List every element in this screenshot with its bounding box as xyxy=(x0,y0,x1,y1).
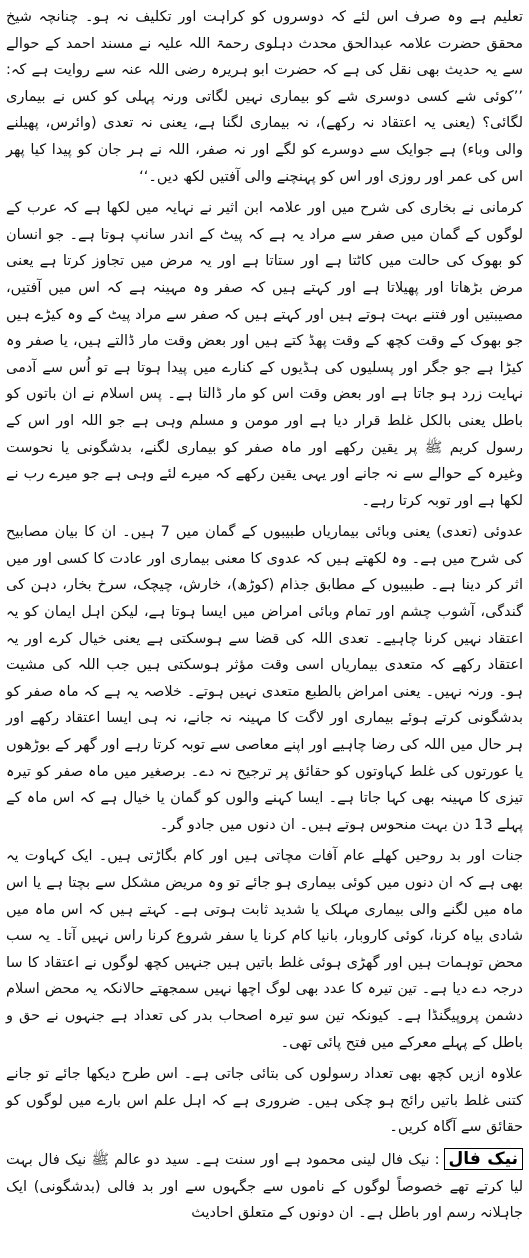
paragraph-safar-meaning xyxy=(6,195,523,514)
paragraph-awareness xyxy=(6,1061,523,1141)
section-heading: نیک فال xyxy=(444,1148,523,1170)
paragraph-text: تعلیم ہے وہ صرف اس لئے کہ دوسروں کو کراہت اور تکلیف نہ ہو۔ چنانچہ شیخ محقق حضرت علامہ عبدالحق محدث دہلوی رحمۃ اللہ علیہ نے مسند احمد کے حوالے سے یہ حدیث بھی نقل کی ہے کہ حضرت ابو ہریرہ رضی اللہ عنہ سے روایت ہے کہ: ’’کوئی شے کسی دوسری شے کو بیماری نہیں لگاتی ورنہ پہلی کو کس نے بیماری لگائی؟ (یعنی یہ اعتقاد نہ رکھے)، نہ بیماری لگنا ہے، یعنی نہ تعدی (وائرس، پھیلنے والی وباء) ہے جوایک سے دوسرے کو لگے اور نہ صفر، اللہ نے ہر جان کو پیدا کیا پھر اس کی عمر اور روزی اور اس کو پہنچنے والی آفتیں لکھ دیں۔‘‘ xyxy=(6,9,523,185)
paragraph-text: کرمانی نے بخاری کی شرح میں اور علامہ ابن اثیر نے نہایہ میں لکھا ہے کہ عرب کے لوگوں کے گمان میں صفر سے مراد یہ ہے کہ پیٹ کے اندر سانپ ہوتا ہے۔ جو انسان کو بھوک کی حالت میں کاٹتا ہے اور ستاتا ہے اور یہ مرض میں تجاوز کرتا ہے یعنی مرض بڑھاتا اور پھیلاتا ہے اور کہتے ہیں کہ صفر وہ مہینہ ہے کہ اس میں آفتیں، مصیبتیں اور فتنے بہت ہوتے ہیں اور کہتے ہیں کہ صفر سے مراد پیٹ کے وہ کیڑے ہیں جو بھوک کے وقت کچھ کے وقت پھڈ کتے ہیں اور بعض وقت مار ڈالتے ہیں، یا صفر وہ کیڑا ہے جو جگر اور پسلیوں کی ہڈیوں کے کنارے میں پیدا ہوتا ہے تو اُس سے آدمی نہایت زرد ہو جاتا ہے اور بعض وقت اس کو مار ڈالتا ہے۔ پس اسلام نے ان باتوں کو باطل یعنی بالکل غلط قرار دیا ہے اور مومن و مسلم وہی ہے جو اللہ اور اس کے رسول کریم ﷺ پر یقین رکھے اور ماہ صفر کو بیماری لگنے، بدشگونی یا نحوست وغیرہ کے حوالے سے نہ جانے اور یہی یقین رکھے کہ میرے لئے وہی ہے جو میرے رب نے لکھا ہے اور توبہ کرتا رہے۔ xyxy=(6,200,523,509)
paragraph-text: جنات اور بد روحیں کھلے عام آفات مچاتی ہیں اور کام بگاڑتی ہیں۔ ایک کہاوت یہ بھی ہے کہ ان دنوں میں کوئی بیماری ہو جائے تو وہ مریض مشکل سے بچتا ہے یا اس ماہ میں لگنے والی بیماری مہلک یا شدید ثابت ہوتی ہے۔ کہتے ہیں کہ اس ماہ میں شادی بیاہ کرنا، کوئی کاروبار، بانیا کام کرنا یا سفر شروع کرنا راس نہیں آتا۔ یہ سب محض توہمات ہیں اور گھڑی ہوئی غلط باتیں ہیں جنہیں کچھ لوگوں نے اعتقاد کا سا درجہ دے دیا ہے۔ تین تیرہ کا عدد بھی لوگ اچھا نہیں سمجھتے حالانکہ یہ محض اسلام دشمن پروپیگنڈا ہے۔ کیونکہ تین سو تیرہ اصحاب بدر کی تعداد ہے جنہوں نے حق و باطل کے پہلے معرکے میں فتح پائی تھی۔ xyxy=(6,848,523,1051)
paragraph-superstitions xyxy=(6,843,523,1056)
paragraph-text: : نیک فال لینی محمود ہے اور سنت ہے۔ سید دو عالم ﷺ نیک فال بہت لیا کرتے تھے خصوصاً لوگوں کے ناموں سے جگہوں سے اور بد فالی (بدشگونی) ایک جاہلانہ رسم اور باطل ہے۔ ان دونوں کے متعلق احادیث xyxy=(6,1151,523,1222)
paragraph-good-omen xyxy=(6,1146,523,1227)
paragraph-text: عدوئی (تعدی) یعنی وبائی بیماریاں طبیبوں کے گمان میں 7 ہیں۔ ان کا بیان مصابیح کی شرح میں ہے۔ وہ لکھتے ہیں کہ عدوی کا معنی بیماری اور عادت کا کسی اور میں اثر کر دینا ہے۔ طبیبوں کے مطابق جذام (کوڑھ)، خارش، چیچک، سرخ بخار، دہن کی گندگی، آشوب چشم اور تمام وبائی امراض میں ایسا ہوتا ہے، لیکن اہل ایمان کو یہ اعتقاد نہیں کرنا چاہیے۔ تعدی اللہ کی قضا سے ہوسکتی ہے یعنی خیال کرے اور یہ اعتقاد رکھے کہ متعدی بیماریاں اسی وقت مؤثر ہوسکتی ہیں جب اللہ کی مشیت ہو۔ ورنہ نہیں۔ یعنی امراض بالطبع متعدی نہیں ہوتے۔ خلاصہ یہ ہے کہ ماہ صفر کو بدشگونی کرتے ہوئے بیماری اور لاگت کا مہینہ نہ جانے، نہ ہی ایسا اعتقاد رکھے اور ہر حال میں اللہ کی رضا چاہیے اور اپنے معاصی سے توبہ کرتا رہے اور گھر کے بوڑھوں یا عورتوں کی غلط کہاوتوں کو حقائق پر ترجیح نہ دے۔ برصغیر میں ماہ صفر کو تیرہ تیزی کا مہینہ بھی کہا جاتا ہے۔ ایسا کہنے والوں کو گمان یا خیال ہے کہ اس ماہ کے پہلے 13 دن بہت منحوس ہوتے ہیں۔ ان دنوں میں جادو گر۔ xyxy=(6,524,523,833)
paragraph-text: علاوہ ازیں کچھ بھی تعداد رسولوں کی بتائی جاتی ہے۔ اس طرح دیکھا جائے تو جانے کتنی غلط باتیں رائج ہو چکی ہیں۔ ضروری ہے کہ اہل علم اس بارے میں لوگوں کو حقائق سے آگاہ کریں۔ xyxy=(6,1066,523,1136)
paragraph-hadith xyxy=(6,4,523,190)
paragraph-contagion xyxy=(6,519,523,838)
